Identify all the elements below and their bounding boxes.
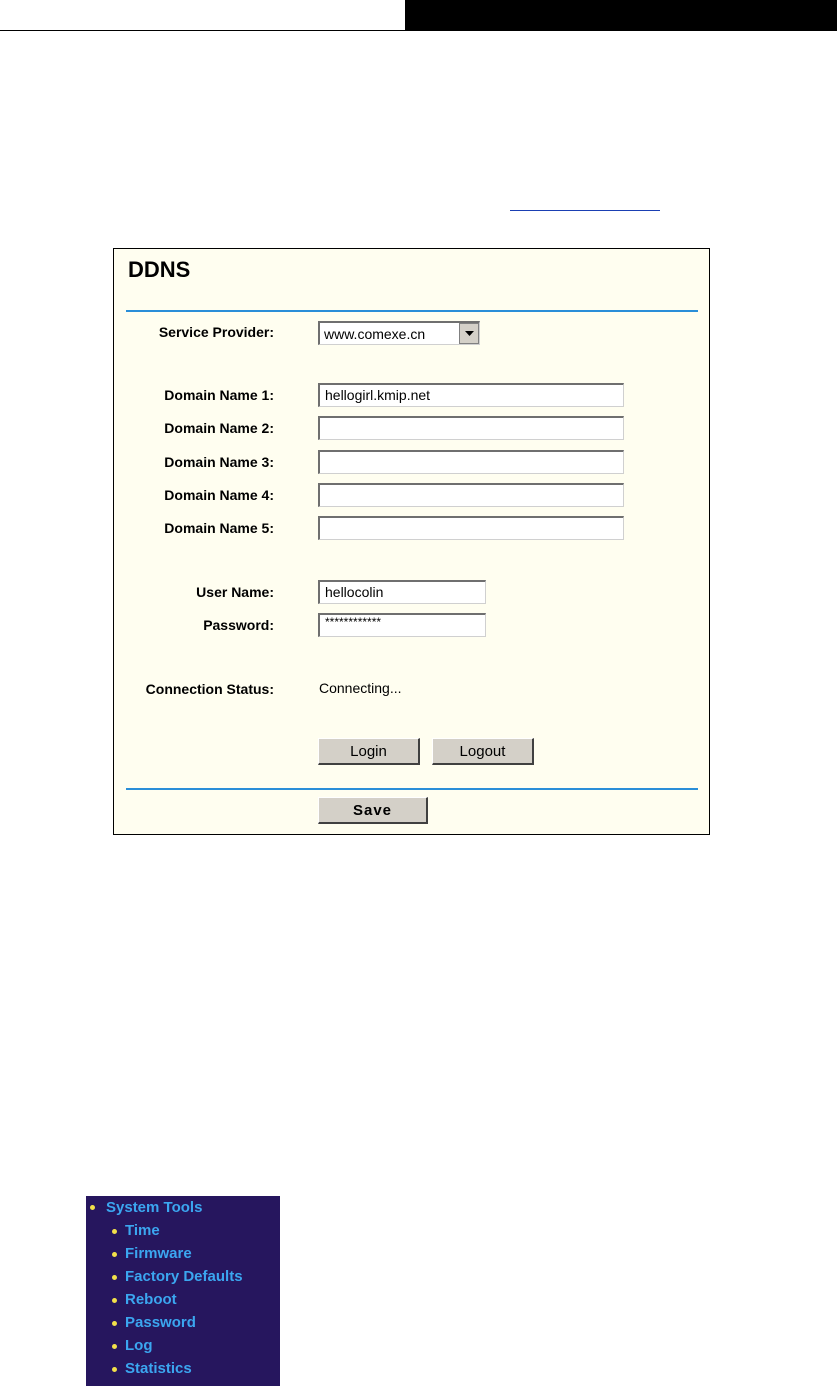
domain-name-5-input[interactable] xyxy=(318,516,624,540)
domain-name-4-input[interactable] xyxy=(318,483,624,507)
ddns-panel xyxy=(113,248,710,835)
domain-name-3-input[interactable] xyxy=(318,450,624,474)
menu-item-reboot[interactable]: Reboot xyxy=(125,1291,177,1308)
menu-item-statistics[interactable]: Statistics xyxy=(125,1360,192,1377)
link-underline[interactable] xyxy=(510,210,660,211)
domain-name-3-label: Domain Name 3: xyxy=(164,454,274,470)
service-provider-label: Service Provider: xyxy=(158,324,274,340)
system-tools-menu xyxy=(86,1196,280,1386)
login-button[interactable]: Login xyxy=(318,738,420,765)
service-provider-value: www.comexe.cn xyxy=(324,326,426,342)
save-button[interactable]: Save xyxy=(318,797,428,824)
bullet-icon xyxy=(112,1367,117,1372)
bullet-icon xyxy=(112,1298,117,1303)
bullet-icon xyxy=(112,1344,117,1349)
domain-name-5-label: Domain Name 5: xyxy=(164,520,274,536)
bullet-icon xyxy=(90,1205,95,1210)
service-provider-select[interactable] xyxy=(318,321,480,345)
connection-status-value: Connecting... xyxy=(319,680,402,696)
header-rule xyxy=(0,30,837,31)
menu-item-time[interactable]: Time xyxy=(125,1222,160,1239)
menu-item-firmware[interactable]: Firmware xyxy=(125,1245,192,1262)
bottom-divider xyxy=(126,788,698,790)
bullet-icon xyxy=(112,1252,117,1257)
top-divider xyxy=(126,310,698,312)
bullet-icon xyxy=(112,1321,117,1326)
user-name-input[interactable]: hellocolin xyxy=(318,580,486,604)
menu-item-password[interactable]: Password xyxy=(125,1314,196,1331)
chevron-down-icon[interactable] xyxy=(459,323,479,344)
header-bar xyxy=(405,0,837,30)
menu-system-tools[interactable]: System Tools xyxy=(106,1199,203,1216)
bullet-icon xyxy=(112,1275,117,1280)
domain-name-2-input[interactable] xyxy=(318,416,624,440)
menu-item-log[interactable]: Log xyxy=(125,1337,153,1354)
user-name-label: User Name: xyxy=(196,584,274,600)
bullet-icon xyxy=(112,1229,117,1234)
password-label: Password: xyxy=(203,617,274,633)
connection-status-label: Connection Status: xyxy=(145,681,274,697)
menu-item-factory-defaults[interactable]: Factory Defaults xyxy=(125,1268,243,1285)
domain-name-1-label: Domain Name 1: xyxy=(164,387,274,403)
domain-name-4-label: Domain Name 4: xyxy=(164,487,274,503)
domain-name-2-label: Domain Name 2: xyxy=(164,420,274,436)
domain-name-1-input[interactable]: hellogirl.kmip.net xyxy=(318,383,624,407)
password-input[interactable]: ************ xyxy=(318,613,486,637)
logout-button[interactable]: Logout xyxy=(432,738,534,765)
page-title: DDNS xyxy=(128,257,191,282)
